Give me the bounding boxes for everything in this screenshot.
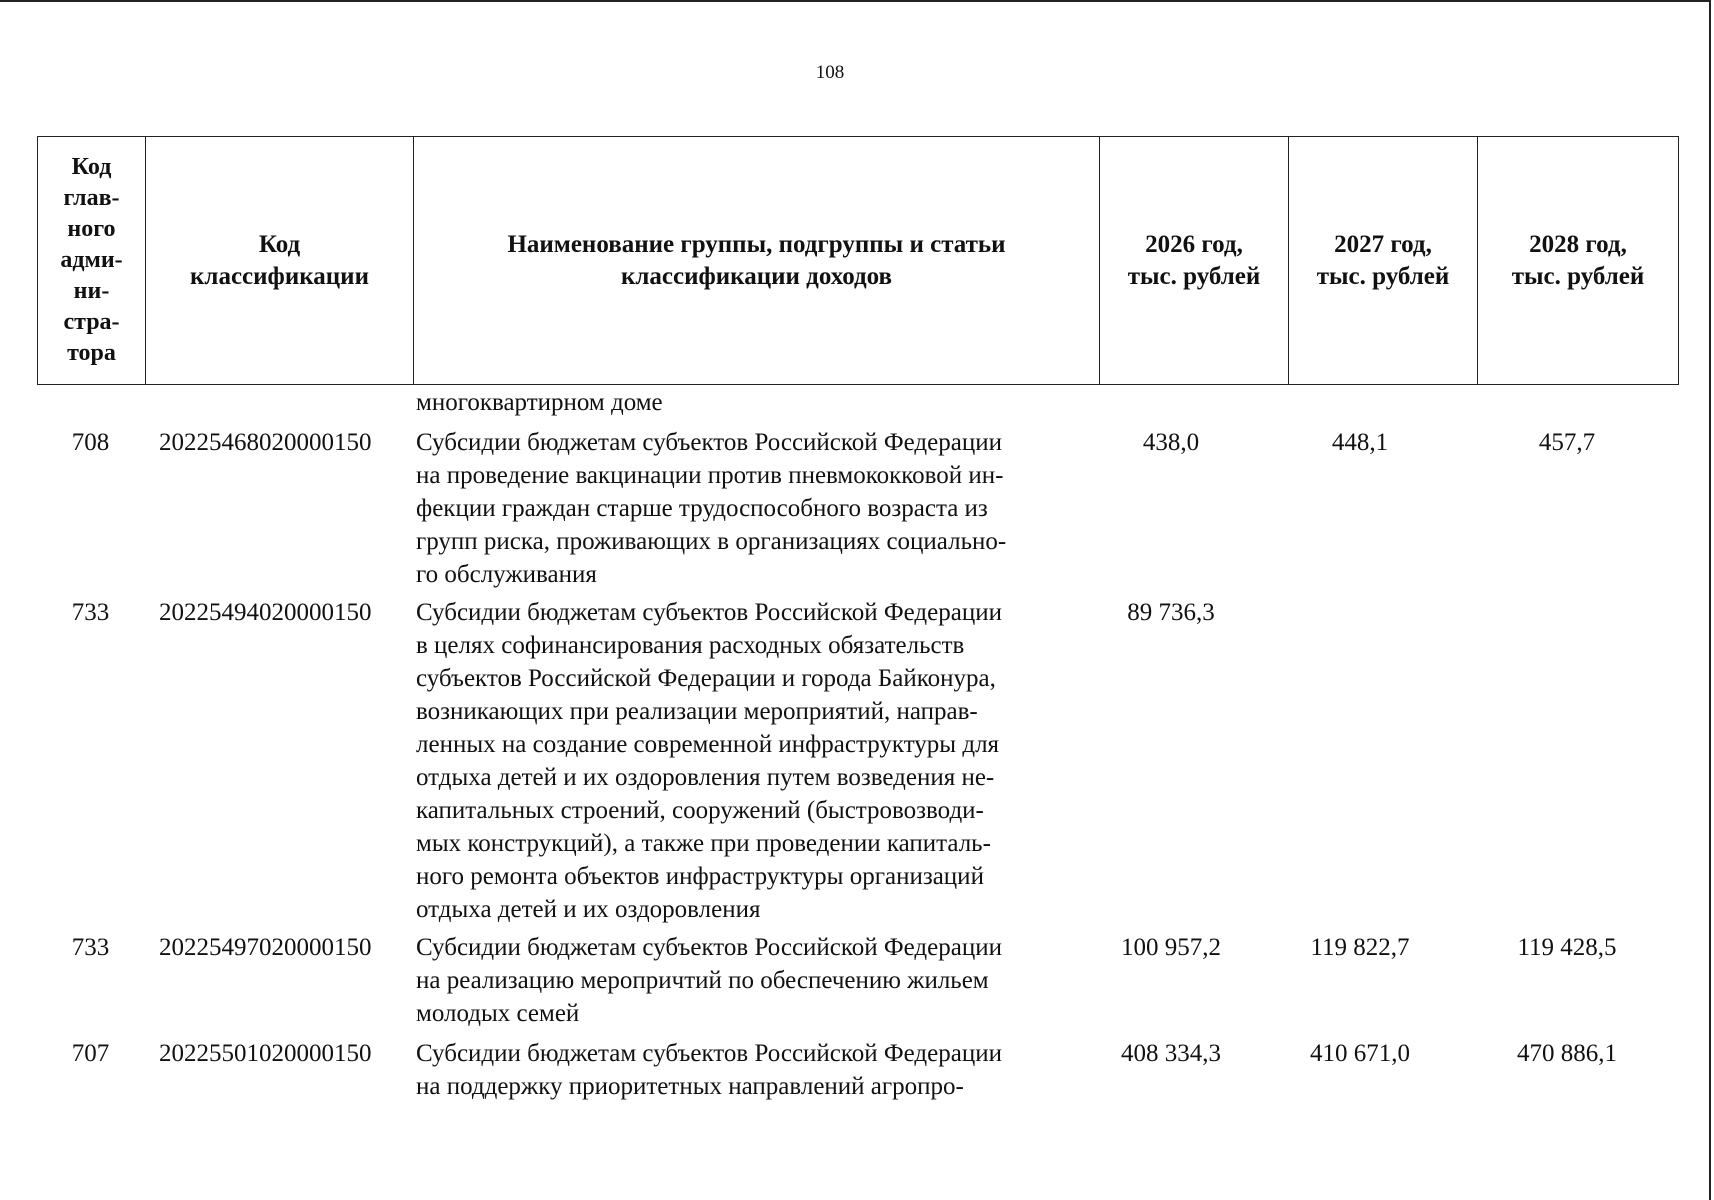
row-value-2027: 448,1	[1331, 429, 1389, 456]
table-header	[37, 136, 1679, 385]
row-name: Субсидии бюджетам субъектов Российской Федерации на поддержку приоритетных направлений агропро-	[416, 1040, 1002, 1100]
row-classification-code: 20225501020000150	[159, 1040, 372, 1067]
row-value-2028: 470 886,1	[1517, 1040, 1617, 1067]
header-name: Наименование группы, подгруппы и статьи классификации доходов	[414, 137, 1100, 385]
row-admin-code: 733	[71, 934, 110, 961]
row-value-2026: 408 334,3	[1121, 1040, 1221, 1067]
row-value-2026: 100 957,2	[1121, 934, 1221, 961]
row-classification-code: 20225468020000150	[159, 429, 372, 456]
row-admin-code: 733	[71, 599, 110, 626]
row-value-2028: 119 428,5	[1517, 934, 1617, 961]
page-number: 108	[815, 62, 845, 83]
row-admin-code: 707	[71, 1040, 110, 1067]
header-year-2028: 2028 год, тыс. рублей	[1478, 137, 1679, 385]
row-value-2026: 89 736,3	[1127, 599, 1215, 626]
row-value-2027: 119 822,7	[1310, 934, 1410, 961]
row-name: Субсидии бюджетам субъектов Российской Федерации на проведение вакцинации против пневмококковой ин- фекции граждан старше трудоспособного возраста из групп риска, проживающих в организациях социально- го обслуживания	[416, 429, 1007, 588]
row-value-2027: 410 671,0	[1310, 1040, 1410, 1067]
row-classification-code: 20225497020000150	[159, 934, 372, 961]
row-value-2026: 438,0	[1142, 429, 1200, 456]
row-name: Субсидии бюджетам субъектов Российской Федерации в целях софинансирования расходных обязательств субъектов Российской Федерации и города Байконура, возникающих при реализации мероприятий, направ- ленных на создание современной инфраструктуры для отдыха детей и их оздоровления путем возведения не- капитальных строений, сооружений (быстровозводи- мых конструкций), а также при проведении капиталь- ного ремонта объектов инфраструктуры организаций отдыха детей и их оздоровления	[416, 599, 1002, 923]
header-classification-code: Код классификации	[146, 137, 414, 385]
row-name: Субсидии бюджетам субъектов Российской Федерации на реализацию меропричтий по обеспечению жильем молодых семей	[416, 934, 1002, 1027]
header-year-2027: 2027 год, тыс. рублей	[1289, 137, 1478, 385]
row-classification-code: 20225494020000150	[159, 599, 372, 626]
header-admin-code: Код глав- ного адми- ни- стра- тора	[38, 137, 146, 385]
header-year-2026: 2026 год, тыс. рублей	[1100, 137, 1289, 385]
row-admin-code: 708	[71, 429, 110, 456]
row-value-2028: 457,7	[1538, 429, 1596, 456]
row-name: многоквартирном доме	[416, 389, 663, 416]
